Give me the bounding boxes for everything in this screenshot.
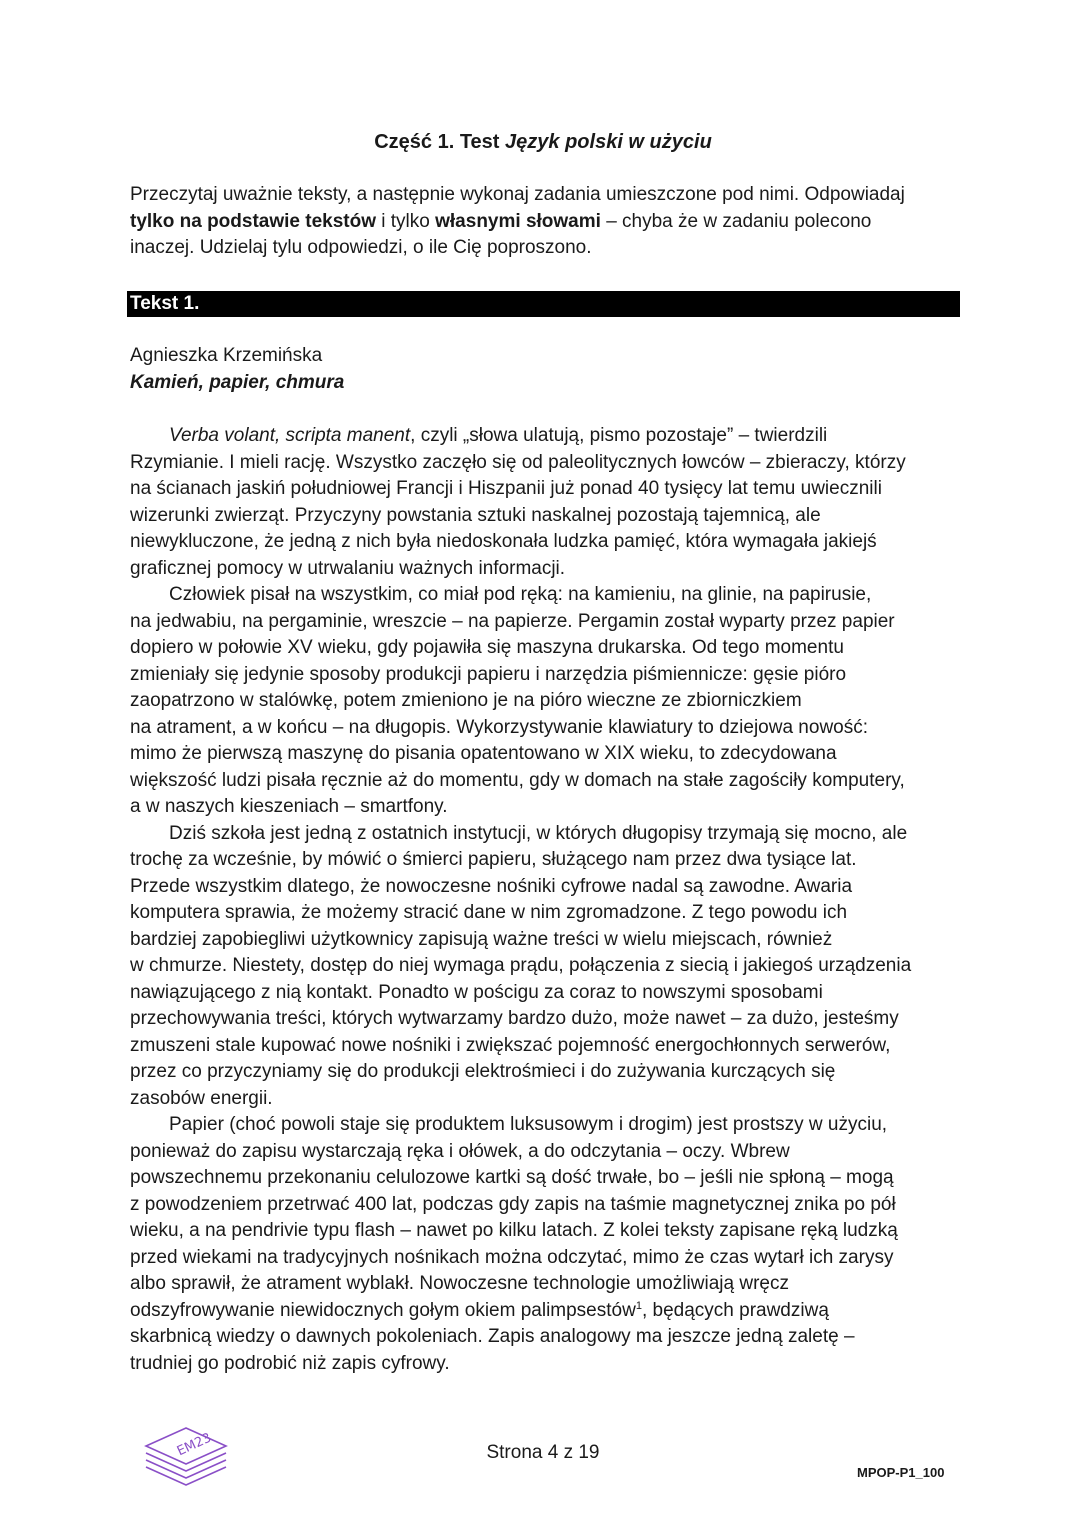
- page-title: [0, 128, 1086, 156]
- article-line: [130, 1086, 960, 1113]
- article-part: ponieważ do zapisu wystarczają ręka i ołówek, a do odczytania – oczy. Wbrew: [130, 1140, 790, 1162]
- logo-text: EM23: [174, 1430, 214, 1460]
- article-line: [130, 1245, 960, 1272]
- article-line: [130, 529, 960, 556]
- article-part: trochę za wcześnie, by mówić o śmierci papieru, służącego nam przez dwa tysiące lat.: [130, 849, 857, 870]
- instruction-part: Przeczytaj uważnie teksty, a następnie wykonaj zadania umieszczone pod nimi. Odpowiadaj: [130, 184, 905, 205]
- article-part: przez co przyczyniamy się do produkcji elektrośmieci i do zużywania kurczących się: [130, 1061, 836, 1082]
- article-part: , czyli „słowa ulatują, pismo pozostaje” – twierdzili: [410, 425, 828, 446]
- article-line: [130, 1351, 960, 1378]
- article-part: na ścianach jaskiń południowej Francji i Hiszpanii już ponad 40 tysięcy lat temu uwiecznili: [130, 478, 882, 499]
- article-part: wizerunki zwierząt. Przyczyny powstania sztuki naskalnej pozostają tajemnicą, ale: [130, 504, 821, 526]
- article-part: w chmurze. Niestety, dostęp do niej wymaga prądu, połączenia z siecią i jakiegoś urządzenia: [130, 955, 912, 976]
- instruction-line: [130, 235, 960, 262]
- article-line: [130, 980, 960, 1007]
- article-part: zasobów energii.: [130, 1087, 273, 1109]
- section-label: Tekst 1.: [127, 291, 960, 317]
- title-prefix: Część 1. Test: [374, 131, 506, 153]
- article-line: [130, 847, 960, 874]
- title-italic: Język polski w użyciu: [505, 131, 712, 153]
- article-part: Przede wszystkim dlatego, że nowoczesne nośniki cyfrowe nadal są zawodne. Awaria: [130, 875, 853, 897]
- article-part: niewykluczone, że jedną z nich była niedoskonała ludzka pamięć, która wymagała jakiejś: [130, 531, 877, 552]
- article-part: Dziś szkoła jest jedną z ostatnich instytucji, w których długopisy trzymają się mocno, ale: [169, 822, 908, 844]
- article-part: zmuszeni stale kupować nowe nośniki i zwiększać pojemność energochłonnych serwerów,: [130, 1034, 891, 1056]
- article-part: zaopatrzono w stalówkę, potem zmieniono je na pióro wieczne ze zbiorniczkiem: [130, 690, 802, 711]
- article-line: [130, 635, 960, 662]
- article-line: [130, 582, 960, 609]
- article-part: na atrament, a w końcu – na długopis. Wykorzystywanie klawiatury to dziejowa nowość:: [130, 716, 869, 738]
- article-line: [130, 821, 960, 848]
- article-part: , będących prawdziwą: [641, 1299, 829, 1321]
- article-line: [130, 1324, 960, 1351]
- article-part: przechowywania treści, których wytwarzamy bardzo dużo, może nawet – za dużo, jesteśmy: [130, 1008, 899, 1029]
- article-part: z powodzeniem przetrwać 400 lat, podczas gdy zapis na taśmie magnetycznej znika po pół: [130, 1193, 896, 1215]
- article-line: [130, 794, 960, 821]
- instructions: [130, 182, 960, 262]
- article-line: [130, 1006, 960, 1033]
- instruction-line: [130, 209, 960, 236]
- article-part: bardziej zapobiegliwi użytkownicy zapisują ważne treści w wielu miejscach, również: [130, 928, 833, 950]
- article-line: [130, 556, 960, 583]
- article-line: [130, 1192, 960, 1219]
- article-part: skarbnicą wiedzy o dawnych pokoleniach. Zapis analogowy ma jeszcze jedną zaletę –: [130, 1326, 855, 1347]
- article-part: przed wiekami na tradycyjnych nośnikach można odczytać, mimo że czas wytarł ich zarysy: [130, 1246, 894, 1268]
- article-line: [130, 1218, 960, 1245]
- instruction-part: własnymi słowami: [435, 210, 601, 232]
- article-part: wieku, a na pendrivie typu flash – nawet po kilku latach. Z kolei teksty zapisane ręką ludzką: [130, 1220, 898, 1241]
- page-number: Strona 4 z 19: [486, 1442, 600, 1463]
- instruction-part: inaczej. Udzielaj tylu odpowiedzi, o ile Cię poproszono.: [130, 237, 592, 258]
- article-part: graficznej pomocy w utrwalaniu ważnych informacji.: [130, 557, 566, 579]
- article-part: albo sprawił, że atrament wyblakł. Nowoczesne technologie umożliwiają wręcz: [130, 1273, 789, 1294]
- article-line: [130, 1298, 960, 1325]
- article-line: [130, 874, 960, 901]
- article-line: [130, 503, 960, 530]
- article-line: [130, 1033, 960, 1060]
- article-line: [130, 741, 960, 768]
- article-line: [130, 1139, 960, 1166]
- article-part: na jedwabiu, na pergaminie, wreszcie – na papierze. Pergamin został wyparty przez papier: [130, 610, 895, 632]
- instruction-line: [130, 182, 960, 209]
- article-line: [130, 953, 960, 980]
- instruction-part: tylko na podstawie tekstów: [130, 210, 376, 232]
- article-part: komputera sprawia, że możemy stracić dane w nim zgromadzone. Z tego powodu ich: [130, 902, 848, 923]
- article-part: Verba volant, scripta manent: [169, 425, 411, 446]
- article-title: Kamień, papier, chmura: [130, 372, 345, 393]
- article-part: 1: [635, 1299, 642, 1312]
- article-part: dopiero w połowie XV wieku, gdy pojawiła się maszyna drukarska. Od tego momentu: [130, 637, 844, 658]
- article-line: [130, 768, 960, 795]
- article-author: Agnieszka Krzemińska: [130, 345, 323, 366]
- article-line: [130, 927, 960, 954]
- article-part: zmieniały się jedynie sposoby produkcji papieru i narzędzia piśmiennicze: gęsie pióro: [130, 663, 847, 685]
- article-line: [130, 1059, 960, 1086]
- article-line: [130, 715, 960, 742]
- article-line: [130, 662, 960, 689]
- article-line: [130, 423, 960, 450]
- article-part: powszechnemu przekonaniu celulozowe kartki są dość trwałe, bo – jeśli nie spłoną – mogą: [130, 1167, 894, 1188]
- article-part: Papier (choć powoli staje się produktem luksusowym i drogim) jest prostszy w użyciu,: [169, 1114, 888, 1135]
- article-line: [130, 1271, 960, 1298]
- article-part: większość ludzi pisała ręcznie aż do momentu, gdy w domach na stałe zagościły komputery,: [130, 769, 905, 791]
- article-part: trudniej go podrobić niż zapis cyfrowy.: [130, 1352, 450, 1374]
- article-part: Rzymianie. I mieli rację. Wszystko zaczęło się od paleolitycznych łowców – zbieraczy, którzy: [130, 451, 906, 473]
- article-body: [130, 423, 960, 1377]
- article-line: [130, 1165, 960, 1192]
- article-line: [130, 900, 960, 927]
- article-line: [130, 609, 960, 636]
- article-part: a w naszych kieszeniach – smartfony.: [130, 796, 448, 817]
- article-part: odszyfrowywanie niewidocznych gołym okiem palimpsestów: [130, 1299, 636, 1321]
- instruction-part: i tylko: [376, 210, 436, 232]
- article-line: [130, 1112, 960, 1139]
- article-part: nawiązującego z nią kontakt. Ponadto w pościgu za coraz to nowszymi sposobami: [130, 981, 823, 1003]
- article-part: Człowiek pisał na wszystkim, co miał pod ręką: na kamieniu, na glinie, na papirusie,: [169, 584, 872, 605]
- article-line: [130, 450, 960, 477]
- article-line: [130, 476, 960, 503]
- document-code: MPOP-P1_100: [857, 1465, 945, 1480]
- article-line: [130, 688, 960, 715]
- instruction-part: – chyba że w zadaniu polecono: [600, 210, 872, 232]
- article-part: mimo że pierwszą maszynę do pisania opatentowano w XIX wieku, to zdecydowana: [130, 743, 837, 764]
